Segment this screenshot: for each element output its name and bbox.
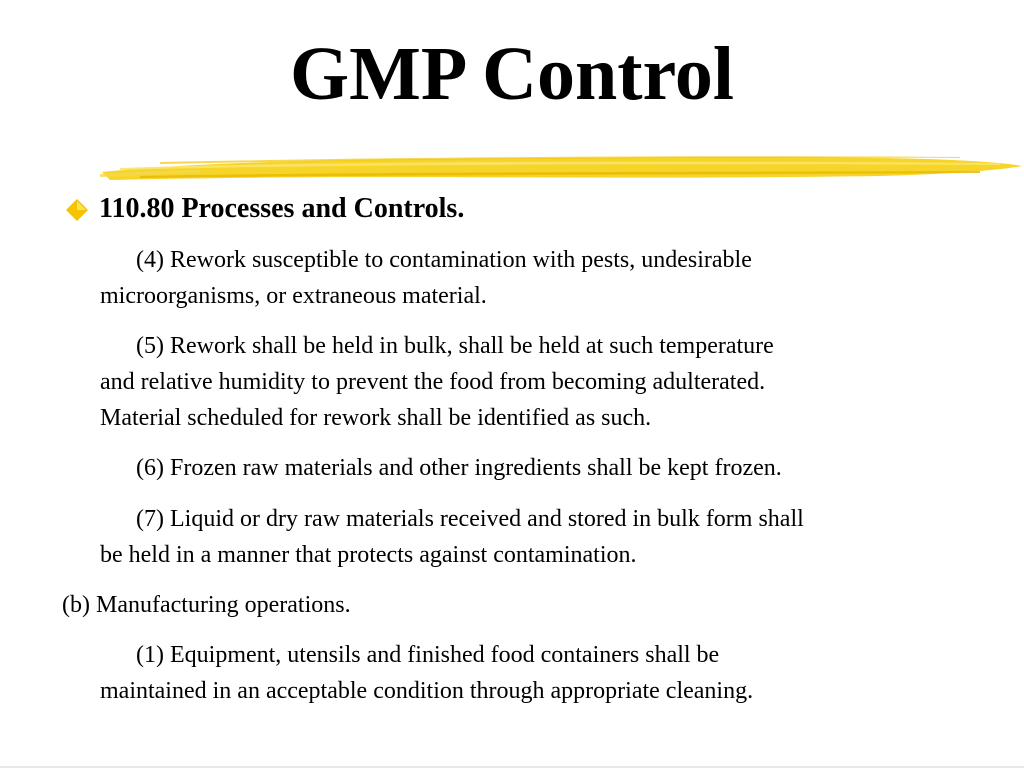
paragraph-line: (b) Manufacturing operations. [62,592,351,618]
paragraph-line: (7) Liquid or dry raw materials received and stored in bulk form shall [136,506,804,532]
paragraph-line: (5) Rework shall be held in bulk, shall be held at such temperature [136,333,774,359]
paragraph-line: be held in a manner that protects against contamination. [100,542,637,568]
slide-title: GMP Control [289,32,734,116]
paragraph-frozen-materials [100,450,782,486]
title-underline-brushstroke [100,150,1024,190]
paragraph-line: Material scheduled for rework shall be identified as such. [100,405,652,431]
paragraph-line: (4) Rework susceptible to contamination with pests, undesirable [136,247,752,273]
paragraph-line: (1) Equipment, utensils and finished food containers shall be [136,642,720,668]
paragraph-line: and relative humidity to prevent the food from becoming adulterated. [100,369,766,395]
paragraph-line: microorganisms, or extraneous material. [100,283,487,309]
paragraph-rework-bulk [100,328,774,436]
paragraph-manufacturing-operations [62,587,351,623]
paragraph-line: (6) Frozen raw materials and other ingredients shall be kept frozen. [136,455,782,481]
paragraph-line: maintained in an acceptable condition through appropriate cleaning. [100,678,754,704]
section-heading: 110.80 Processes and Controls. [99,193,465,224]
paragraph-equipment-cleaning [100,637,753,709]
paragraph-rework-contamination [100,242,752,314]
diamond-icon [66,199,88,221]
paragraph-bulk-storage [100,501,804,573]
